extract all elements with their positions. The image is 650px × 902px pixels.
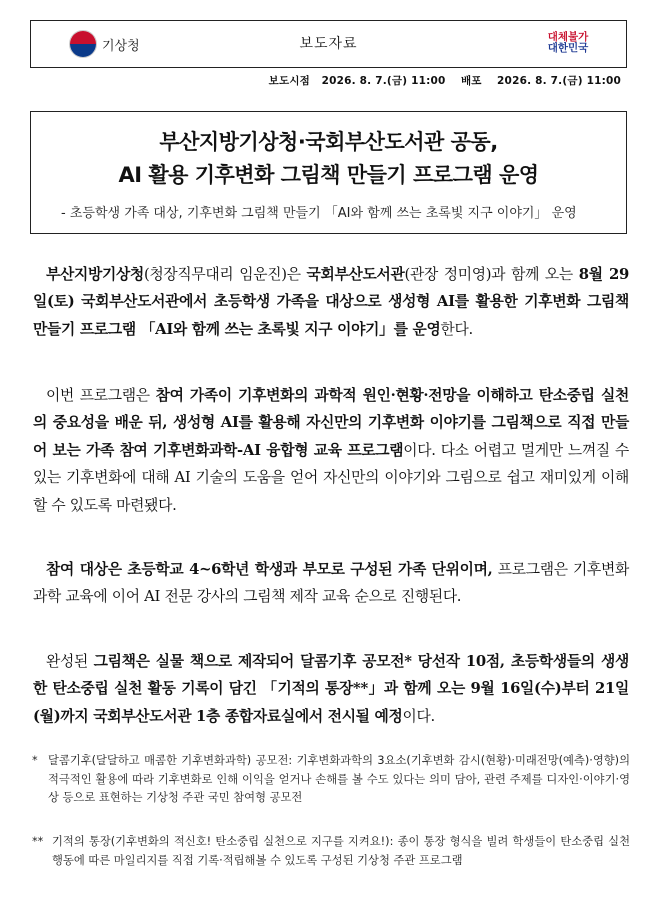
paragraph-2: [33, 382, 629, 519]
p2-text-1: 이번 프로그램은: [46, 387, 156, 404]
p2-program: 참여 가족이 기후변화의 과학적 원인·현황·전망을 이해하고 탄소중립 실천의 중요성을 배운 뒤, 생성형 AI를 활용해 자신만의 기후변화 이야기를 그림책으로 직접 만들어 보는 가족 참여 기후변화과학-AI 융합형 교육 프로그램: [33, 387, 630, 459]
footnote-2: [32, 833, 630, 870]
footnote-2-text: 기적의 통장(기후변화의 적신호! 탄소중립 실천으로 지구를 지켜요!): 종이 통장 형식을 빌려 학생들이 탄소중립 실천 행동에 따른 마일리지를 직접 기록·적립해볼 수 있도록 구성된 기상청 주관 프로그램: [52, 835, 630, 867]
paragraph-1: [33, 261, 629, 343]
slogan-line-2: 대한민국: [547, 42, 589, 54]
subtitle: - 초등학생 가족 대상, 기후변화 그림책 만들기 「AI와 함께 쓰는 초록빛 지구 이야기」 운영: [61, 206, 577, 221]
footnote-1-mark: *: [32, 754, 38, 767]
release-info: [0, 73, 621, 88]
slogan-line-1: 대체불가: [547, 31, 589, 43]
p1-text-2: (관장 정미영)과 함께 오는: [404, 266, 579, 283]
agency-name: 기상청: [102, 38, 140, 54]
header-box: [30, 20, 627, 68]
footnote-1: [32, 752, 630, 808]
headline-line-1: 부산지방기상청·국회부산도서관 공동,: [159, 130, 498, 154]
p3-target: 참여 대상은 초등학교 4~6학년 학생과 부모로 구성된 가족 단위이며,: [46, 561, 493, 578]
p1-library: 국회부산도서관: [306, 266, 405, 283]
p2-text-2: 이다. 다소 어렵고 멀게만 느껴질 수 있는 기후변화에 대해 AI 기술의 도움을 얻어 자신만의 이야기와 그림으로 쉽고 재미있게 이해할 수 있도록 마련됐다.: [33, 441, 629, 514]
paragraph-3: [33, 556, 629, 611]
p1-text-1: (청장직무대리 임운진)은: [143, 266, 307, 283]
footnote-2-mark: **: [32, 835, 44, 848]
paragraph-4: [33, 648, 629, 730]
release-info-text: 보도시점 2026. 8. 7.(금) 11:00 배포 2026. 8. 7.(금) 11:00: [268, 75, 621, 87]
headline-line-2: AI 활용 기후변화 그림책 만들기 프로그램 운영: [118, 163, 539, 187]
p4-text-1: 완성된: [46, 653, 94, 670]
p1-event: 8월 29일(토) 국회부산도서관에서 초등학생 가족을 대상으로 생성형 AI를 활용한 기후변화 그림책 만들기 프로그램 「AI와 함께 쓰는 초록빛 지구 이야기」를 운영: [33, 266, 629, 338]
p1-agency: 부산지방기상청: [46, 266, 144, 283]
p1-text-3: 한다.: [440, 320, 473, 338]
p4-text-2: 이다.: [402, 707, 435, 725]
p3-text: 프로그램은 기후변화과학 교육에 이어 AI 전문 강사의 그림책 제작 교육 순으로 진행된다.: [33, 561, 629, 606]
p4-exhibit: 그림책은 실물 책으로 제작되어 달콤기후 공모전* 당선작 10점, 초등학생들의 생생한 탄소중립 실천 활동 기록이 담긴 「기적의 통장**」과 함께 오는 9월 16일(수)부터 21일(월)까지 국회부산도서관 1층 종합자료실에서 전시될 예정: [33, 653, 629, 725]
doc-type-label: 보도자료: [299, 36, 358, 52]
footnote-1-text: 달콤기후(달달하고 매콤한 기후변화과학) 공모전: 기후변화과학의 3요소(기후변화 감시(현황)·미래전망(예측)·영향)의 적극적인 활용에 따라 기후변화로 인해 이익을 얻거나 손해를 볼 수도 있다는 의미 담아, 관련 주제를 디자인·이야기·영상 등으로 표현하는 기상청 주관 국민 참여형 공모전: [48, 754, 630, 804]
slogan-logo: [540, 28, 596, 60]
title-box: [30, 111, 627, 234]
